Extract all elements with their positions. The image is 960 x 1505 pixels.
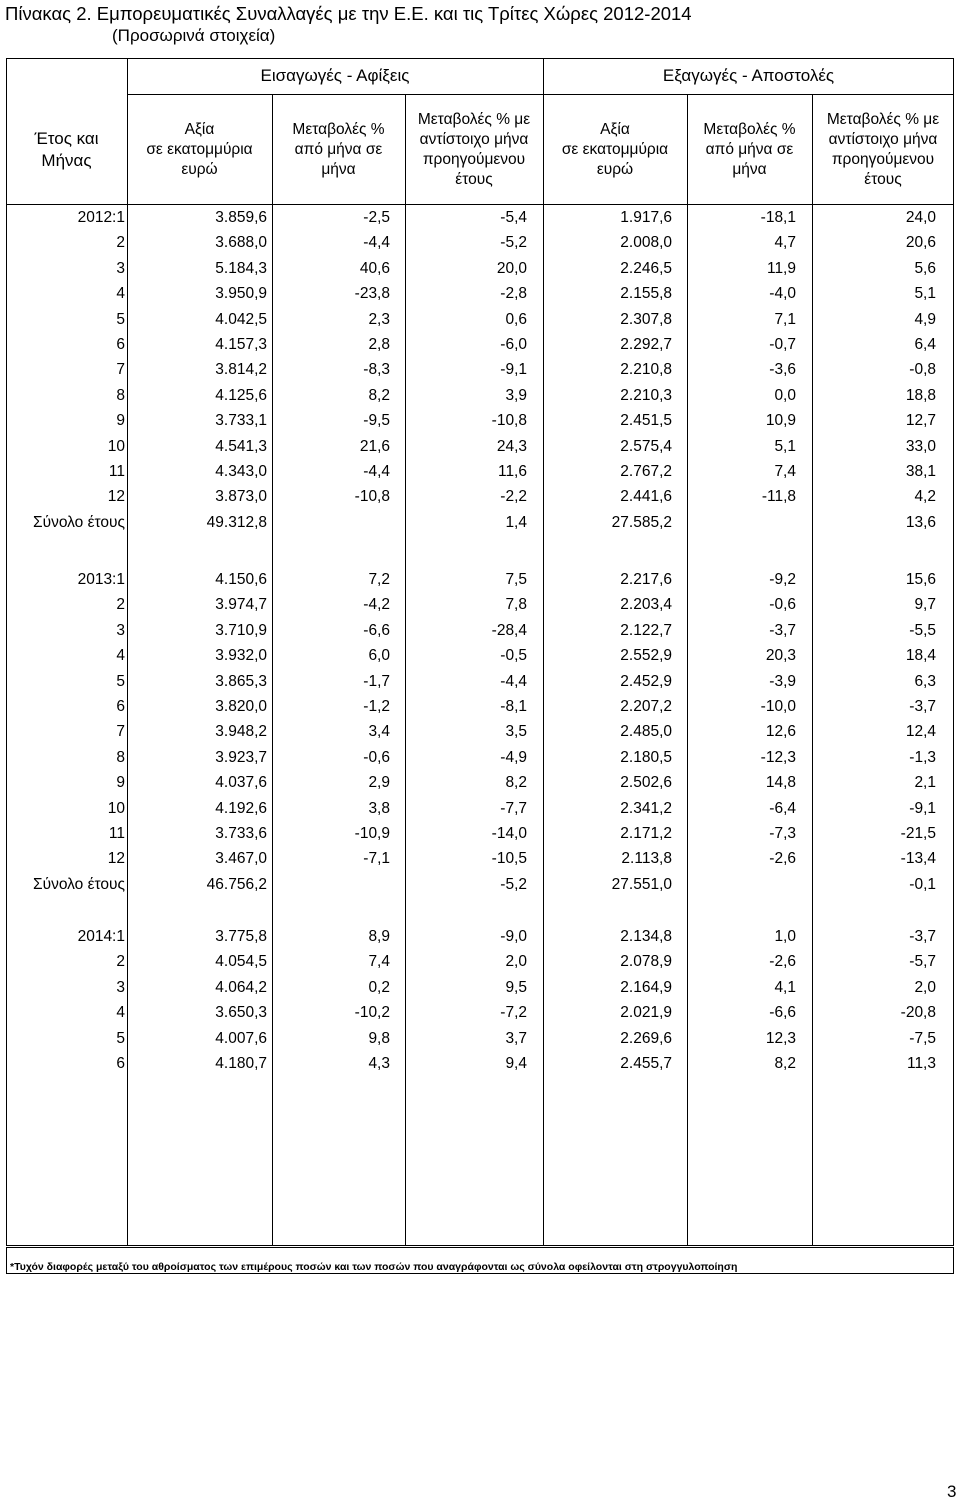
table-cell: 7,8 [505, 596, 527, 614]
table-cell: 5 [116, 672, 125, 690]
column-header [812, 96, 954, 204]
table-cell: -4,4 [363, 463, 390, 480]
table-cell: 3.932,0 [215, 647, 267, 665]
table-cell: 7 [116, 361, 125, 379]
table-cell: 6 [116, 698, 125, 715]
table-row [0, 357, 960, 382]
table-cell: -9,1 [909, 799, 936, 817]
table-cell: 3.865,3 [215, 672, 267, 690]
column-header-line: σε εκατομμύρια [561, 141, 669, 158]
table-cell: 33,0 [905, 437, 936, 455]
table-cell: 4 [116, 285, 125, 303]
table-cell: 8,2 [368, 386, 390, 404]
table-cell: 3.923,7 [215, 748, 267, 766]
table-cell: 4.180,7 [215, 1055, 267, 1072]
table-cell: 11,6 [497, 463, 527, 480]
table-cell: 2.767,2 [620, 463, 672, 480]
table-cell: 2.210,8 [620, 361, 672, 379]
table-cell: -9,5 [363, 412, 390, 430]
table-row [0, 434, 960, 459]
table-cell: 20,0 [496, 259, 527, 277]
table-cell: 1,4 [505, 513, 527, 531]
table-cell: -4,2 [363, 596, 390, 614]
table-cell: 8,9 [368, 928, 390, 945]
table-row [0, 694, 960, 719]
table-cell: 2.164,9 [620, 978, 672, 996]
column-header [272, 96, 405, 204]
table-cell: -6,0 [500, 336, 527, 353]
column-header-line: μήνα [732, 161, 767, 178]
table-cell: 2.171,2 [620, 825, 672, 842]
table-cell: -3,7 [769, 621, 796, 639]
table-cell: 3 [116, 978, 125, 996]
table-cell: 2.502,6 [620, 774, 672, 792]
table-cell: 4.343,0 [215, 463, 267, 480]
table-cell: 2.180,5 [620, 748, 672, 766]
table-cell: -1,7 [363, 672, 390, 690]
table-cell: -7,2 [500, 1004, 527, 1022]
table-cell: 4.054,5 [215, 953, 267, 971]
table-row [0, 872, 960, 897]
table-cell: 2.207,2 [620, 698, 672, 715]
table-cell: 3 [116, 259, 125, 277]
table-cell: -4,4 [500, 672, 527, 690]
table-cell: 7,4 [368, 953, 390, 971]
table-cell: 2.441,6 [620, 488, 672, 506]
table-cell: 10 [107, 437, 125, 455]
table-cell: 4,1 [774, 978, 796, 996]
table-cell: 5.184,3 [215, 259, 267, 277]
table-cell: 11 [108, 825, 125, 842]
table-cell: 12,3 [765, 1029, 796, 1047]
table-cell: 2,9 [368, 774, 390, 792]
table-cell: 3.688,0 [215, 234, 267, 252]
table-row [0, 924, 960, 949]
table-cell: 11,3 [906, 1055, 936, 1072]
table-cell: 20,3 [765, 647, 796, 665]
table-cell: 27.551,0 [611, 875, 672, 893]
table-cell: 4.007,6 [215, 1029, 267, 1047]
table-cell: -9,2 [769, 571, 796, 588]
table-cell: 2,1 [914, 774, 936, 792]
table-cell: -12,3 [760, 748, 796, 766]
table-row [0, 618, 960, 643]
table-cell: 4.125,6 [215, 386, 267, 404]
column-header-line: από μήνα σε [705, 141, 794, 158]
table-cell: 6 [116, 1055, 125, 1072]
column-header-line: Μεταβολές % [703, 121, 796, 138]
table-cell: -1,2 [363, 698, 390, 715]
table-cell: -18,1 [760, 209, 796, 226]
table-row [0, 408, 960, 433]
table-cell: 8,2 [505, 774, 527, 792]
table-cell: 5,1 [914, 285, 936, 303]
group-header-imports: Εισαγωγές - Αφίξεις [260, 66, 410, 85]
table-cell: -13,4 [900, 850, 936, 868]
table-cell: -20,8 [900, 1004, 936, 1022]
table-cell: 2012:1 [77, 209, 125, 226]
table-cell: 4.192,6 [215, 799, 267, 817]
column-header-line: Αξία [184, 121, 215, 138]
table-cell: 2,0 [505, 953, 527, 971]
table-cell: 2.122,7 [620, 621, 672, 639]
table-cell: -2,8 [500, 285, 527, 303]
table-cell: -14,0 [491, 825, 527, 842]
table-row [0, 1051, 960, 1076]
table-cell: -10,5 [491, 850, 527, 868]
table-row [0, 975, 960, 1000]
table-row [0, 567, 960, 592]
table-cell: 2,8 [368, 336, 390, 353]
table-cell: -0,5 [500, 647, 527, 665]
table-row [0, 846, 960, 871]
table-cell: 2,0 [914, 978, 936, 996]
table-cell: -9,1 [500, 361, 527, 379]
table-row [0, 383, 960, 408]
table-cell: -5,7 [909, 953, 936, 971]
table-cell: 2.575,4 [620, 437, 672, 455]
table-cell: 3.710,9 [215, 621, 267, 639]
table-cell: 12,4 [905, 723, 936, 741]
table-cell: 3.873,0 [215, 488, 267, 506]
table-cell: 4.541,3 [215, 437, 267, 455]
table-cell: 7,2 [368, 571, 390, 588]
table-cell: -21,5 [900, 825, 936, 842]
table-cell: 21,6 [359, 437, 390, 455]
table-cell: -5,2 [500, 875, 527, 893]
table-cell: 4.037,6 [215, 774, 267, 792]
table-cell: 9,7 [914, 596, 936, 614]
table-cell: 2 [116, 596, 125, 614]
table-cell: 7,1 [774, 310, 796, 328]
table-cell: 9 [116, 774, 125, 792]
table-cell: 3.650,3 [215, 1004, 267, 1022]
table-cell: -0,7 [769, 336, 796, 353]
table-cell: 5,1 [774, 437, 796, 455]
table-cell: 4.150,6 [215, 571, 267, 588]
table-cell: 18,4 [905, 647, 936, 665]
table-cell: -7,3 [769, 825, 796, 842]
table-cell: 5,6 [914, 259, 936, 277]
table-cell: 4.157,3 [215, 336, 267, 353]
table-cell: 4 [116, 647, 125, 665]
table-row [0, 484, 960, 509]
table-row [0, 1000, 960, 1025]
table-cell: -3,9 [769, 672, 796, 690]
table-row [0, 1026, 960, 1051]
table-cell: 12 [107, 850, 125, 868]
table-cell: 2 [116, 234, 125, 252]
table-cell: 1.917,6 [620, 209, 672, 226]
column-header-line: ευρώ [181, 161, 218, 178]
table-row [0, 949, 960, 974]
column-header-line: Μεταβολές % με [417, 111, 531, 128]
group-header-exports: Εξαγωγές - Αποστολές [662, 66, 835, 85]
table-row [0, 643, 960, 668]
table-cell: -28,4 [491, 621, 527, 639]
table-cell: 2.078,9 [620, 953, 672, 971]
table-cell: 2.452,9 [620, 672, 672, 690]
table-cell: 49.312,8 [206, 513, 267, 531]
table-cell: -2,2 [500, 488, 527, 506]
table-cell: -2,5 [363, 209, 390, 226]
table-cell: 11,9 [766, 259, 796, 277]
table-cell: 9,8 [368, 1029, 390, 1047]
table-cell: 3,8 [368, 799, 390, 817]
table-cell: 2.203,4 [620, 596, 672, 614]
table-cell: -3,6 [769, 361, 796, 379]
table-cell: 0,6 [505, 310, 527, 328]
table-cell: 3.775,8 [215, 928, 267, 945]
table-cell: 0,0 [774, 386, 796, 404]
table-cell: -6,6 [363, 621, 390, 639]
column-header-line: μήνα [321, 161, 356, 178]
table-cell: 6,0 [368, 647, 390, 665]
table-cell: 24,3 [496, 437, 527, 455]
table-row [0, 719, 960, 744]
table-row [0, 459, 960, 484]
table-cell: -7,7 [500, 799, 527, 817]
table-cell: -8,1 [500, 698, 527, 715]
column-header [687, 96, 812, 204]
table-cell: 2,3 [368, 310, 390, 328]
table-cell: Σύνολο έτους [33, 875, 125, 893]
table-cell: 4,9 [914, 310, 936, 328]
table-row [0, 510, 960, 535]
table-cell: -1,3 [909, 748, 936, 766]
table-cell: 2014:1 [77, 928, 125, 945]
table-cell: 15,6 [905, 571, 936, 588]
table-cell: -0,8 [909, 361, 936, 379]
column-header [127, 96, 272, 204]
table-cell: 2.008,0 [620, 234, 672, 252]
column-header-line: Μεταβολές % με [826, 111, 940, 128]
table-cell: -10,2 [354, 1004, 390, 1022]
table-cell: 9 [116, 412, 125, 430]
table-cell: 10 [107, 799, 125, 817]
table-row [0, 307, 960, 332]
table-cell: 2013:1 [77, 571, 125, 588]
table-cell: -10,0 [760, 698, 796, 715]
table-cell: 7,4 [774, 463, 796, 480]
table-cell: -6,4 [769, 799, 796, 817]
column-header-line: Μήνας [41, 151, 92, 170]
table-cell: 2.217,6 [620, 571, 672, 588]
table-cell: 2.210,3 [620, 386, 672, 404]
table-cell: 2.113,8 [621, 850, 672, 868]
table-cell: 4,7 [774, 234, 796, 252]
column-header [6, 96, 127, 204]
column-header-line: σε εκατομμύρια [146, 141, 253, 158]
table-cell: 4.042,5 [215, 310, 267, 328]
column-header-line: Αξία [600, 121, 630, 138]
table-cell: 9,4 [505, 1055, 527, 1072]
table-cell: -9,0 [500, 928, 527, 945]
table-cell: -11,8 [761, 488, 796, 506]
table-cell: 8,2 [774, 1055, 796, 1072]
table-cell: 24,0 [905, 209, 936, 226]
column-header-line: έτους [864, 171, 902, 188]
column-header-line: από μήνα σε [294, 141, 383, 158]
table-cell: 18,8 [905, 386, 936, 404]
column-header [543, 96, 687, 204]
table-row [0, 745, 960, 770]
page-subtitle: (Προσωρινά στοιχεία) [112, 26, 276, 45]
table-cell: -7,5 [909, 1029, 936, 1047]
table-row [0, 281, 960, 306]
table-cell: 1,0 [774, 928, 796, 945]
table-cell: 3.974,7 [215, 596, 267, 614]
table-cell: 2.269,6 [620, 1029, 672, 1047]
table-cell: -4,4 [363, 234, 390, 252]
table-cell: 2.451,5 [620, 412, 672, 430]
table-cell: 8 [116, 386, 125, 404]
table-row [0, 230, 960, 255]
table-cell: 3,7 [505, 1029, 527, 1047]
table-cell: 8 [116, 748, 125, 766]
column-header-line: έτους [455, 171, 493, 188]
table-cell: 4.064,2 [215, 978, 267, 996]
table-cell: 9,5 [505, 978, 527, 996]
page-number: 3 [947, 1482, 957, 1501]
table-cell: 3,5 [505, 723, 527, 741]
table-cell: 4 [116, 1004, 125, 1022]
table-cell: -2,6 [769, 953, 796, 971]
table-cell: 6,3 [914, 672, 936, 690]
table-cell: 40,6 [359, 259, 390, 277]
table-cell: 46.756,2 [206, 875, 267, 893]
table-row [0, 821, 960, 846]
table-cell: 3,9 [505, 386, 527, 404]
table-cell: 27.585,2 [611, 513, 672, 531]
column-header-line: προηγούμενου [422, 151, 526, 168]
table-cell: 3.950,9 [215, 285, 267, 303]
table-cell: -5,5 [909, 621, 936, 639]
table-cell: -10,8 [491, 412, 527, 430]
table-cell: -3,7 [909, 698, 936, 715]
table-cell: 3.467,0 [215, 850, 267, 868]
table-cell: 2.292,7 [620, 336, 672, 353]
table-cell: 2.134,8 [620, 928, 672, 945]
table-cell: 4,3 [368, 1055, 390, 1072]
table-row [0, 770, 960, 795]
table-cell: 6,4 [914, 336, 936, 353]
table-cell: -0,6 [769, 596, 796, 614]
table-cell: 20,6 [905, 234, 936, 252]
table-cell: 2.246,5 [620, 259, 672, 277]
table-row [0, 205, 960, 230]
table-row [0, 669, 960, 694]
table-cell: -5,2 [500, 234, 527, 252]
table-cell: 12,7 [905, 412, 936, 430]
table-cell: 13,6 [905, 513, 936, 531]
table-cell: -0,6 [363, 748, 390, 766]
table-cell: 2.307,8 [620, 310, 672, 328]
table-cell: 7,5 [505, 571, 527, 588]
table-cell: -6,6 [769, 1004, 796, 1022]
table-cell: 5 [116, 310, 125, 328]
table-cell: -23,8 [354, 285, 390, 303]
table-cell: -2,6 [769, 850, 796, 868]
table-row [0, 332, 960, 357]
table-cell: 38,1 [905, 463, 936, 480]
table-cell: -10,8 [354, 488, 390, 506]
table-cell: 4,2 [914, 488, 936, 506]
column-header-line: Μεταβολές % [292, 121, 385, 138]
table-cell: 3.820,0 [215, 698, 267, 715]
table-cell: 10,9 [765, 412, 796, 430]
footnote: *Τυχόν διαφορές μεταξύ του αθροίσματος των επιμέρους ποσών και των ποσών που αναγράφονται ως σύνολα οφείλονται στη στρογγυλοποίηση [6, 1247, 954, 1274]
table-cell: 2.485,0 [620, 723, 672, 741]
table-row [0, 256, 960, 281]
table-cell: 3.948,2 [215, 723, 267, 741]
table-cell: 5 [116, 1029, 125, 1047]
table-row [0, 592, 960, 617]
table-cell: Σύνολο έτους [33, 513, 125, 531]
page-title: Πίνακας 2. Εμπορευματικές Συναλλαγές με την Ε.Ε. και τις Τρίτες Χώρες 2012-2014 [5, 3, 692, 24]
table-cell: 2.455,7 [620, 1055, 672, 1072]
table-cell: 3.814,2 [215, 361, 267, 379]
table-cell: -5,4 [500, 209, 527, 226]
column-header-line: ευρώ [596, 161, 634, 178]
column-header [405, 96, 543, 204]
table-cell: -8,3 [363, 361, 390, 379]
table-cell: 3 [116, 621, 125, 639]
table-cell: 3.859,6 [215, 209, 267, 226]
table-cell: -7,1 [363, 850, 390, 868]
table-cell: 2.341,2 [620, 799, 672, 817]
table-cell: 0,2 [368, 978, 390, 996]
table-cell: 12,6 [765, 723, 796, 741]
table-cell: -4,0 [769, 285, 796, 303]
column-header-line: αντίστοιχο μήνα [419, 131, 529, 148]
table-cell: 2 [116, 953, 125, 971]
table-cell: 12 [107, 488, 125, 506]
table-cell: 6 [116, 336, 125, 353]
column-header-line: Έτος και [34, 129, 99, 148]
table-cell: 14,8 [765, 774, 796, 792]
table-row [0, 796, 960, 821]
column-header-line: προηγούμενου [831, 151, 935, 168]
table-cell: 3.733,6 [215, 825, 267, 842]
table-cell: 2.155,8 [620, 285, 672, 303]
table-cell: 2.021,9 [620, 1004, 672, 1022]
table-cell: -10,9 [354, 825, 390, 842]
table-cell: 3,4 [368, 723, 390, 741]
table-cell: 11 [108, 463, 125, 480]
table-cell: -3,7 [909, 928, 936, 945]
table-cell: 2.552,9 [620, 647, 672, 665]
table-cell: 3.733,1 [215, 412, 267, 430]
table-cell: -4,9 [500, 748, 527, 766]
table-cell: -0,1 [909, 875, 936, 893]
column-header-line: αντίστοιχο μήνα [828, 131, 938, 148]
group-header-rule [127, 94, 954, 95]
table-cell: 7 [116, 723, 125, 741]
